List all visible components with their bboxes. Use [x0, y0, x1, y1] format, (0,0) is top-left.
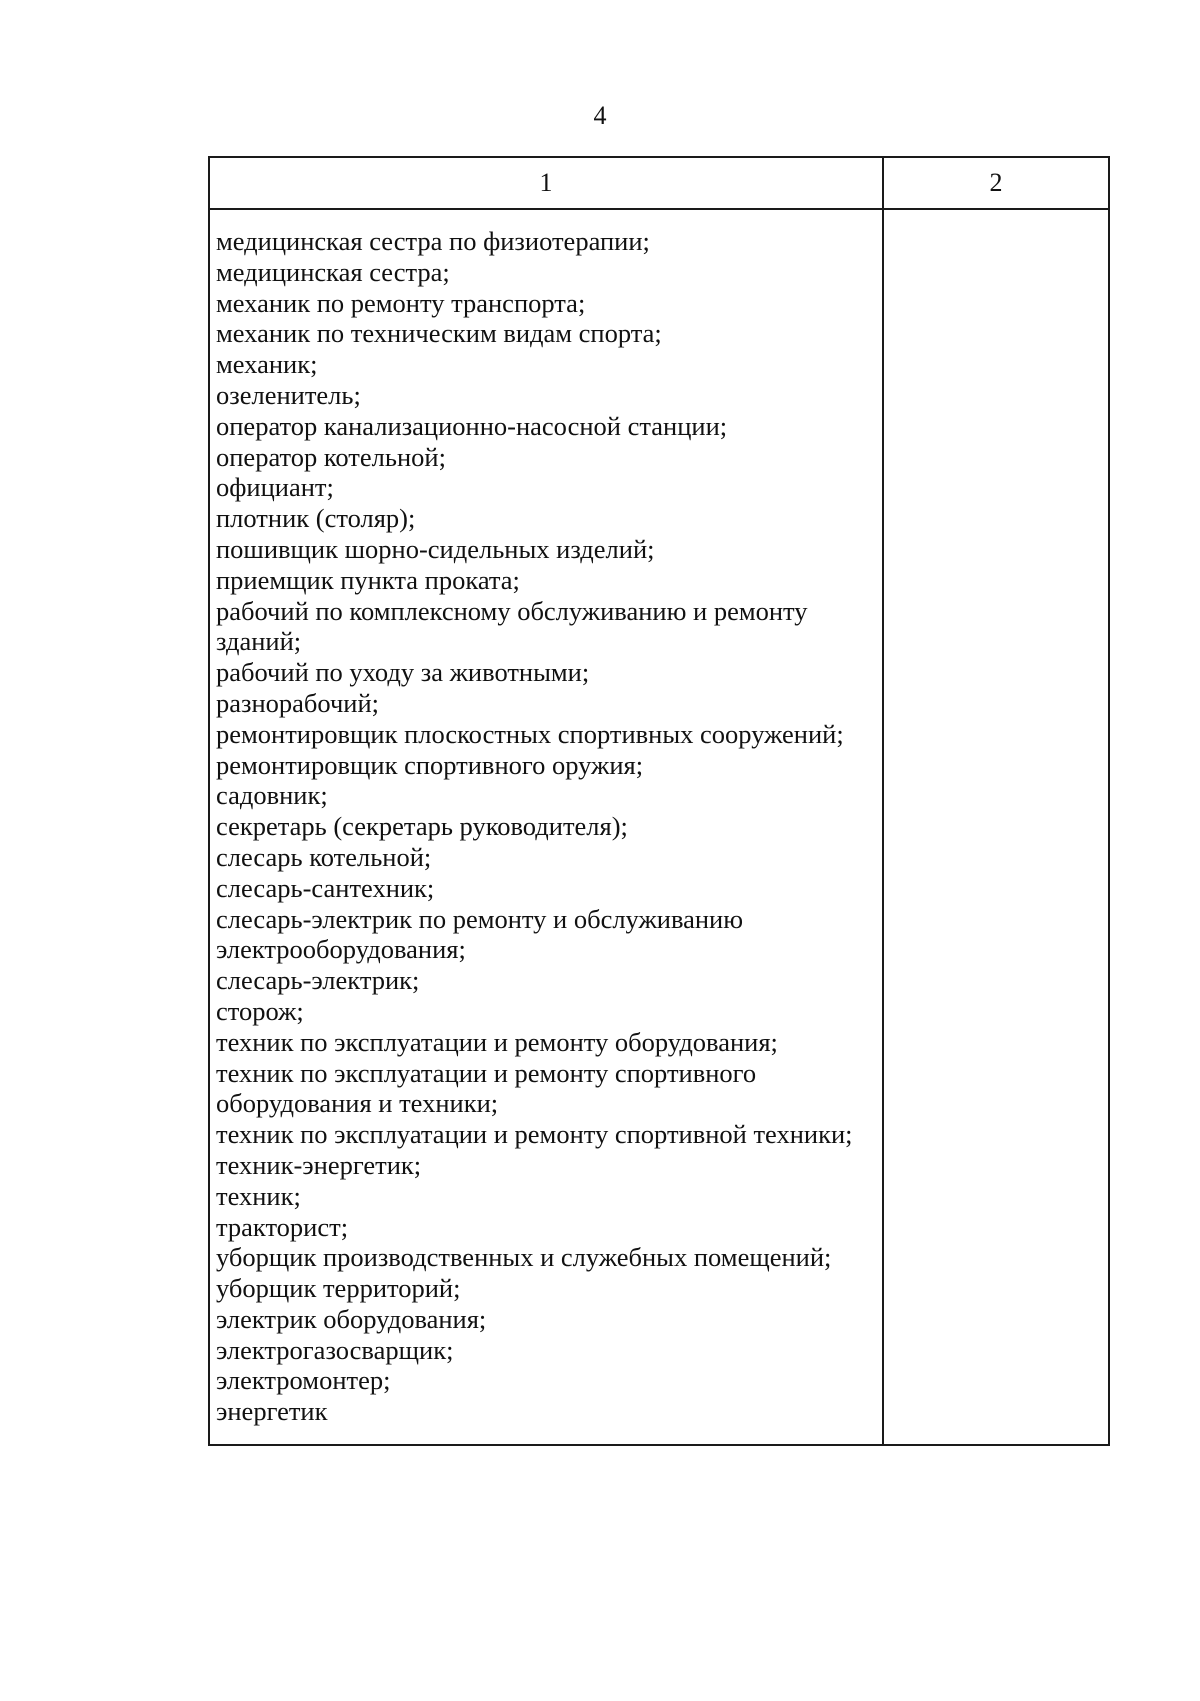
positions-table — [208, 156, 1110, 1446]
list-item: слесарь котельной; — [216, 841, 432, 872]
list-item: слесарь-электрик; — [216, 965, 420, 996]
table-header-row — [210, 158, 1108, 210]
list-item: официант; — [216, 472, 334, 503]
positions-list — [216, 226, 876, 1427]
list-item: сторож; — [216, 995, 304, 1026]
list-item: рабочий по комплексному обслуживанию и ремонту зданий; — [216, 595, 808, 657]
list-item: техник по эксплуатации и ремонту оборудования; — [216, 1026, 778, 1057]
list-item: энергетик — [216, 1396, 328, 1427]
list-item: слесарь-электрик по ремонту и обслуживанию электрооборудования; — [216, 903, 744, 965]
list-item: оператор котельной; — [216, 441, 446, 472]
list-item: секретарь (секретарь руководителя); — [216, 811, 628, 842]
page-number: 4 — [593, 101, 607, 130]
list-item: уборщик территорий; — [216, 1273, 461, 1304]
list-item: рабочий по уходу за животными; — [216, 657, 590, 688]
list-item: тракторист; — [216, 1211, 349, 1242]
list-item: электромонтер; — [216, 1365, 391, 1396]
list-item: медицинская сестра по физиотерапии; — [216, 226, 650, 256]
positions-cell — [216, 226, 876, 1427]
list-item: электрогазосварщик; — [216, 1334, 454, 1365]
list-item: механик по ремонту транспорта; — [216, 287, 586, 318]
list-item: медицинская сестра; — [216, 256, 450, 287]
column-2-cell — [884, 210, 1108, 1444]
column-1-header: 1 — [539, 168, 553, 197]
list-item: разнорабочий; — [216, 687, 380, 718]
list-item: пошивщик шорно-сидельных изделий; — [216, 533, 655, 564]
list-item: оператор канализационно-насосной станции; — [216, 410, 728, 441]
list-item: уборщик производственных и служебных помещений; — [216, 1242, 832, 1273]
list-item: механик по техническим видам спорта; — [216, 318, 662, 349]
list-item: слесарь-сантехник; — [216, 872, 435, 903]
list-item: ремонтировщик плоскостных спортивных сооружений; — [216, 718, 844, 749]
list-item: плотник (столяр); — [216, 503, 416, 534]
list-item: техник по эксплуатации и ремонту спортивного оборудования и техники; — [216, 1057, 757, 1119]
list-item: механик; — [216, 349, 318, 380]
list-item: приемщик пункта проката; — [216, 564, 520, 595]
list-item: техник по эксплуатации и ремонту спортивной техники; — [216, 1119, 853, 1150]
list-item: техник-энергетик; — [216, 1149, 422, 1180]
list-item: техник; — [216, 1180, 301, 1211]
list-item: электрик оборудования; — [216, 1303, 487, 1334]
column-2-header: 2 — [989, 168, 1003, 197]
list-item: садовник; — [216, 780, 328, 811]
list-item: озеленитель; — [216, 379, 361, 410]
list-item: ремонтировщик спортивного оружия; — [216, 749, 644, 780]
